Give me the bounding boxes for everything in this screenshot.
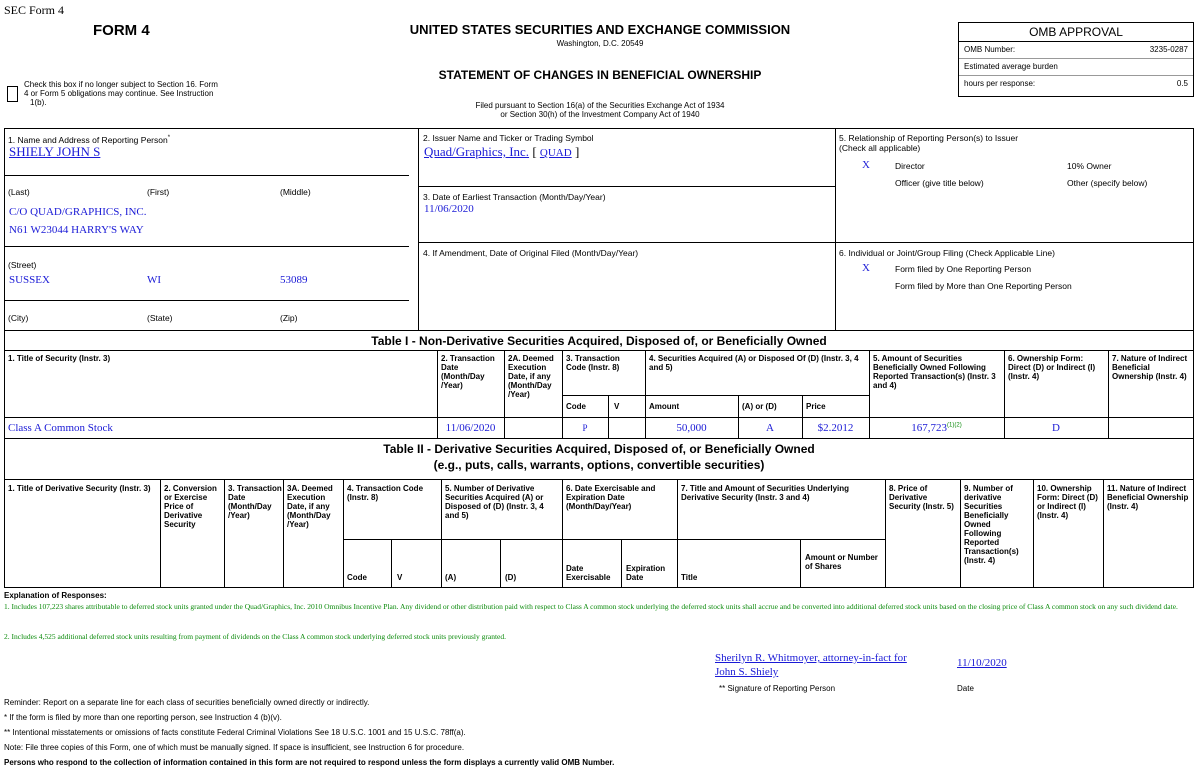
t2-col-price: 8. Price of Derivative Security (Instr. 5)	[889, 484, 954, 511]
section16-checkbox-label: Check this box if no longer subject to Section 16. Form 4 or Form 5 obligations may continue. See Instruction 1(b).	[24, 80, 218, 107]
t2-sub-a: (A)	[445, 573, 457, 582]
ticker-link[interactable]: QUAD	[539, 147, 572, 159]
more-persons-label: Form filed by More than One Reporting Person	[895, 281, 1072, 291]
t1-col-code: 3. Transaction Code (Instr. 8)	[566, 354, 620, 372]
footer-reminder: Reminder: Report on a separate line for each class of securities beneficially owned directly or indirectly.	[4, 698, 370, 707]
state-label: (State)	[147, 313, 173, 323]
street-label: (Street)	[8, 260, 37, 270]
t1-sub-price: Price	[806, 402, 826, 411]
signature-date: 11/10/2020	[957, 657, 1007, 669]
explanation-heading: Explanation of Responses:	[4, 591, 107, 600]
t2-sub-exercisable: Date Exercisable	[566, 564, 611, 582]
filed-pursuant-line2: or Section 30(h) of the Investment Company Act of 1940	[500, 110, 700, 119]
zip-label: (Zip)	[280, 313, 298, 323]
first-name-label: (First)	[147, 187, 170, 197]
section16-checkbox[interactable]	[7, 86, 18, 102]
t2-col-number-owned: 9. Number of derivative Securities Beneficially Owned Following Reported Transaction(s) (Instr. 4)	[964, 484, 1019, 565]
address-line2: N61 W23044 HARRY'S WAY	[9, 224, 144, 236]
t2-sub-expiration: Expiration Date	[626, 564, 666, 582]
t2-sub-code: Code	[347, 573, 367, 582]
box4-label: 4. If Amendment, Date of Original Filed (Month/Day/Year)	[423, 248, 639, 258]
t2-sub-title: Title	[681, 573, 698, 582]
t2-sub-v: V	[397, 573, 403, 582]
t1-sub-code: Code	[566, 402, 586, 411]
t1-col-nature: 7. Nature of Indirect Beneficial Ownership (Instr. 4)	[1112, 354, 1188, 381]
box3-label: 3. Date of Earliest Transaction (Month/Day/Year)	[423, 192, 606, 202]
t1-col-deemed: 2A. Deemed Execution Date, if any (Month/Day /Year)	[508, 354, 554, 399]
footer-copies-note: Note: File three copies of this Form, one of which must be manually signed. If space is insufficient, see Instruction 6 for procedure.	[4, 743, 465, 752]
omb-number-label: OMB Number:	[964, 45, 1016, 54]
t2-col-title: 1. Title of Derivative Security (Instr. 3)	[8, 484, 151, 493]
issuer-line: Quad/Graphics, Inc. [ QUAD ]	[424, 144, 580, 159]
form-frame	[4, 128, 1194, 588]
reporting-person-name-link[interactable]: SHIELY JOHN S	[9, 144, 101, 159]
footnote-2: 2. Includes 4,525 additional deferred stock units resulting from payment of dividends on the Class A common stock underlying deferred stock units previously granted.	[4, 632, 506, 641]
footnote-1: 1. Includes 107,223 shares attributable to deferred stock units granted under the Quad/Graphics, Inc. 2010 Omnibus Incentive Plan. Any dividend or other distribution paid with respect to Class A common stock underlying the deferred stock units shall accrue and be converted into additional deferred stock units based on the closing price of Class A common stock on any such dividend date.	[4, 602, 1178, 611]
t1-col-date: 2. Transaction Date (Month/Day /Year)	[441, 354, 495, 390]
date-label: Date	[957, 684, 974, 693]
signature-label: ** Signature of Reporting Person	[719, 684, 836, 693]
t2-col-deemed: 3A. Deemed Execution Date, if any (Month/Day /Year)	[287, 484, 333, 529]
t2-sub-d: (D)	[505, 573, 517, 582]
t2-col-underlying: 7. Title and Amount of Securities Underlying Derivative Security (Instr. 3 and 4)	[681, 484, 850, 502]
statement-title: STATEMENT OF CHANGES IN BENEFICIAL OWNERSHIP	[438, 68, 762, 82]
t1-sub-v: V	[614, 402, 620, 411]
filed-pursuant-line1: Filed pursuant to Section 16(a) of the Securities Exchange Act of 1934	[475, 101, 725, 110]
earliest-transaction-date: 11/06/2020	[424, 203, 474, 215]
city-value: SUSSEX	[9, 274, 50, 286]
ten-percent-owner-label: 10% Owner	[1067, 161, 1112, 171]
state-value: WI	[147, 274, 162, 286]
t2-col-nature: 11. Nature of Indirect Beneficial Ownership (Instr. 4)	[1107, 484, 1189, 511]
t1-row-date: 11/06/2020	[445, 422, 496, 434]
director-mark: X	[862, 159, 870, 171]
box5-sublabel: (Check all applicable)	[839, 143, 921, 153]
omb-burden-label: Estimated average burden	[964, 62, 1058, 71]
one-person-label: Form filed by One Reporting Person	[895, 264, 1032, 274]
t1-col-acquired: 4. Securities Acquired (A) or Disposed Of (D) (Instr. 3, 4 and 5)	[649, 354, 859, 372]
box1-label: 1. Name and Address of Reporting Person*	[8, 134, 171, 145]
sec-form-label: SEC Form 4	[4, 3, 65, 17]
agency-location: Washington, D.C. 20549	[556, 39, 644, 48]
footer-instruction: * If the form is filed by more than one reporting person, see Instruction 4 (b)(v).	[4, 713, 282, 722]
signature-name: Sherilyn R. Whitmoyer, attorney-in-fact for John S. Shiely	[715, 652, 907, 678]
t1-row-code: P	[582, 423, 588, 433]
agency-title: UNITED STATES SECURITIES AND EXCHANGE COMMISSION	[409, 22, 791, 37]
box6-label: 6. Individual or Joint/Group Filing (Check Applicable Line)	[839, 248, 1055, 258]
t2-col-ownership-form: 10. Ownership Form: Direct (D) or Indirect (I) (Instr. 4)	[1037, 484, 1098, 520]
city-label: (City)	[8, 313, 29, 323]
officer-label: Officer (give title below)	[895, 178, 984, 188]
t2-col-conversion: 2. Conversion or Exercise Price of Derivative Security	[164, 484, 217, 529]
omb-title: OMB APPROVAL	[959, 23, 1193, 42]
director-label: Director	[895, 161, 925, 171]
footer-violations: ** Intentional misstatements or omissions of facts constitute Federal Criminal Violations See 18 U.S.C. 1001 and 15 U.S.C. 78ff(a).	[4, 728, 466, 737]
t1-col-amount-owned: 5. Amount of Securities Beneficially Owned Following Reported Transaction(s) (Instr. 3 and 4)	[873, 354, 996, 390]
t2-col-number: 5. Number of Derivative Securities Acquired (A) or Disposed of (D) (Instr. 3, 4 and 5)	[445, 484, 544, 520]
t1-col-ownership-form: 6. Ownership Form: Direct (D) or Indirect (I) (Instr. 4)	[1008, 354, 1096, 381]
issuer-name-link[interactable]: Quad/Graphics, Inc.	[424, 144, 530, 159]
t1-sub-amount: Amount	[649, 402, 680, 411]
box2-label: 2. Issuer Name and Ticker or Trading Symbol	[423, 133, 594, 143]
last-name-label: (Last)	[8, 187, 30, 197]
t2-col-code: 4. Transaction Code (Instr. 8)	[347, 484, 424, 502]
omb-hours-label: hours per response:	[964, 79, 1036, 88]
table2-title: Table II - Derivative Securities Acquired, Disposed of, or Beneficially Owned	[383, 442, 815, 456]
t1-sub-ad: (A) or (D)	[742, 402, 777, 411]
table2-subtitle: (e.g., puts, calls, warrants, options, convertible securities)	[433, 458, 765, 472]
t1-row-price: $2.2012	[817, 422, 854, 434]
t1-row-ad: A	[766, 422, 774, 434]
box5-label: 5. Relationship of Reporting Person(s) to Issuer	[839, 133, 1019, 143]
address-line1: C/O QUAD/GRAPHICS, INC.	[9, 206, 147, 218]
footer-omb-notice: Persons who respond to the collection of information contained in this form are not required to respond unless the form displays a currently valid OMB Number.	[4, 758, 615, 767]
zip-value: 53089	[280, 274, 308, 286]
t2-sub-amount: Amount or Number of Shares	[805, 553, 878, 571]
t1-col-title: 1. Title of Security (Instr. 3)	[8, 354, 111, 363]
form-title: FORM 4	[93, 22, 150, 39]
omb-number-value: 3235-0287	[1149, 45, 1188, 54]
table1-title: Table I - Non-Derivative Securities Acquired, Disposed of, or Beneficially Owned	[371, 334, 827, 348]
t1-row-title: Class A Common Stock	[8, 422, 113, 434]
middle-name-label: (Middle)	[280, 187, 311, 197]
t2-col-exercisable: 6. Date Exercisable and Expiration Date (Month/Day/Year)	[566, 484, 656, 511]
one-person-mark: X	[862, 262, 870, 274]
t1-row-amount: 50,000	[676, 422, 707, 434]
other-label: Other (specify below)	[1067, 178, 1148, 188]
omb-hours-value: 0.5	[1176, 79, 1188, 88]
omb-approval-box	[958, 22, 1194, 97]
t1-row-owned: $167,723^{(1)(2)}$	[911, 422, 962, 434]
t2-col-date: 3. Transaction Date (Month/Day /Year)	[228, 484, 282, 520]
t1-row-footnote-link[interactable]: (1)(2)	[947, 422, 962, 429]
t1-row-form: D	[1052, 422, 1060, 434]
